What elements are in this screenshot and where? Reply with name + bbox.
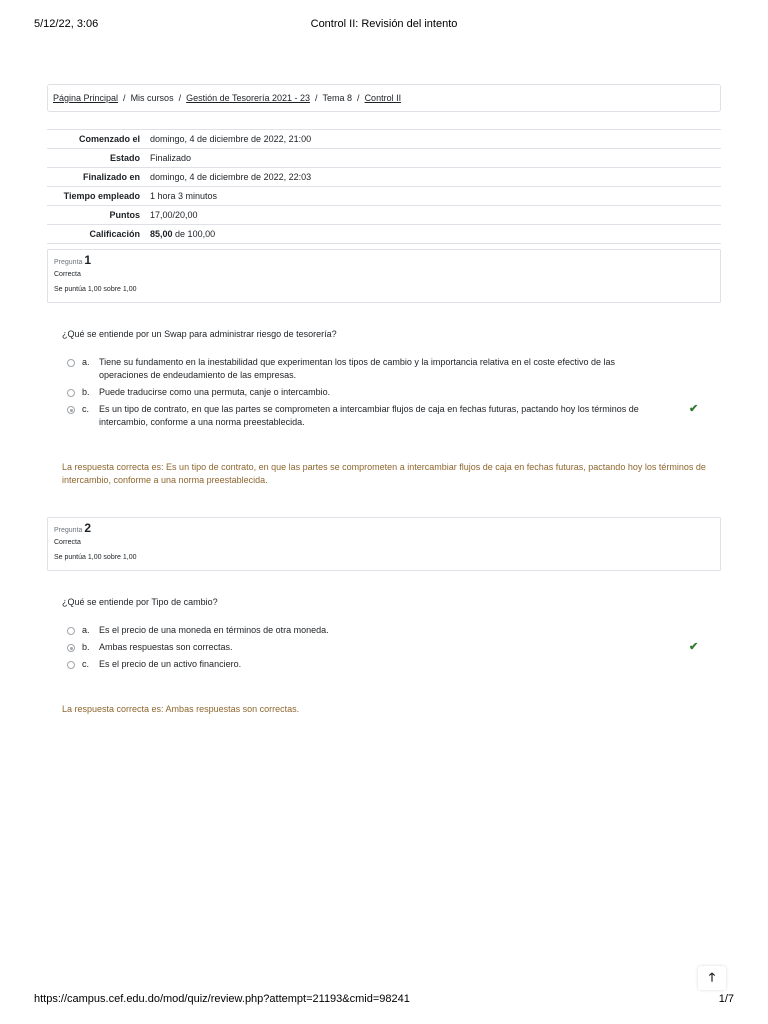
print-title: Control II: Revisión del intento [310, 18, 458, 30]
breadcrumb-separator: / [123, 93, 126, 103]
answer-radio-selected[interactable] [67, 406, 75, 414]
breadcrumb-topic: Tema 8 [322, 93, 353, 103]
question-info-1 [47, 249, 721, 303]
state-value: Finalizado [150, 153, 192, 163]
state-label: Estado [109, 153, 140, 163]
answer-option-selected [67, 641, 717, 654]
answer-radio[interactable] [67, 359, 75, 367]
grade-suffix: de 100,00 [175, 229, 216, 239]
answer-radio-selected[interactable] [67, 644, 75, 652]
answer-option [67, 624, 717, 637]
question-number-line [54, 254, 714, 269]
time-value: 1 hora 3 minutos [150, 191, 218, 201]
summary-row-time [47, 187, 721, 206]
question-number: 2 [84, 521, 92, 535]
breadcrumb-separator: / [357, 93, 360, 103]
question-state: Correcta [54, 539, 81, 546]
answer-text: Es un tipo de contrato, en que las partes se comprometen a intercambiar flujos de caja en fechas futuras, pactando hoy los términos de intercambio, conforme a una norma preestablecida. [99, 404, 639, 427]
breadcrumb [47, 84, 721, 112]
answer-letter: c. [82, 659, 90, 669]
question-number: 1 [84, 253, 92, 267]
question-state: Correcta [54, 271, 81, 278]
question-text-1: ¿Qué se entiende por un Swap para administrar riesgo de tesorería? [62, 329, 337, 339]
breadcrumb-my-courses: Mis cursos [130, 93, 174, 103]
answer-letter: b. [82, 387, 90, 397]
print-date: 5/12/22, 3:06 [34, 18, 99, 30]
answer-letter: b. [82, 642, 90, 652]
correct-answer-feedback-1: La respuesta correcta es: Es un tipo de contrato, en que las partes se comprometen a intercambiar flujos de caja en fechas futuras, pactando hoy los términos de intercambio, conforme a una norma preestablecida. [62, 462, 706, 485]
question-text-2: ¿Qué se entiende por Tipo de cambio? [62, 597, 218, 607]
answer-option [67, 386, 717, 399]
answer-text: Es el precio de una moneda en términos de otra moneda. [99, 625, 329, 635]
time-label: Tiempo empleado [63, 191, 140, 201]
grade-value: 85,00 [150, 229, 173, 239]
answer-text: Es el precio de un activo financiero. [99, 659, 242, 669]
question-grade: Se puntúa 1,00 sobre 1,00 [54, 286, 137, 293]
answer-option [67, 658, 717, 671]
question-info-2 [47, 517, 721, 571]
finished-value: domingo, 4 de diciembre de 2022, 22:03 [150, 172, 312, 182]
answer-list-1 [67, 356, 717, 433]
breadcrumb-course-link[interactable]: Gestión de Tesorería 2021 - 23 [186, 93, 311, 103]
correct-check-icon: ✔ [689, 403, 699, 415]
summary-row-finished [47, 168, 721, 187]
summary-row-points [47, 206, 721, 225]
answer-option [67, 356, 717, 382]
correct-answer-feedback-2: La respuesta correcta es: Ambas respuestas son correctas. [62, 704, 300, 714]
back-to-top-button[interactable] [698, 966, 726, 990]
question-label: Pregunta [54, 527, 83, 534]
answer-radio[interactable] [67, 661, 75, 669]
started-label: Comenzado el [78, 134, 140, 144]
question-label: Pregunta [54, 259, 83, 266]
started-value: domingo, 4 de diciembre de 2022, 21:00 [150, 134, 312, 144]
breadcrumb-home-link[interactable]: Página Principal [53, 93, 119, 103]
summary-row-grade [47, 225, 721, 244]
answer-text: Tiene su fundamento en la inestabilidad que experimentan los tipos de cambio y la importancia relativa en el coste efectivo de las operaciones de endeudamiento de las empresas. [99, 357, 615, 380]
correct-check-icon: ✔ [689, 641, 699, 653]
print-url: https://campus.cef.edu.do/mod/quiz/review.php?attempt=21193&cmid=98241 [34, 993, 410, 1005]
attempt-summary-table [47, 129, 721, 244]
answer-option-selected [67, 403, 717, 429]
answer-text: Ambas respuestas son correctas. [99, 642, 233, 652]
answer-list-2 [67, 624, 717, 675]
grade-cell [145, 225, 721, 244]
answer-letter: a. [82, 625, 90, 635]
arrow-up-icon: 🡑 [708, 969, 716, 984]
answer-radio[interactable] [67, 627, 75, 635]
points-value: 17,00/20,00 [150, 210, 198, 220]
answer-radio[interactable] [67, 389, 75, 397]
summary-row-state [47, 149, 721, 168]
print-header [0, 0, 768, 40]
breadcrumb-quiz-link[interactable]: Control II [364, 93, 402, 103]
answer-text: Puede traducirse como una permuta, canje o intercambio. [99, 387, 331, 397]
finished-label: Finalizado en [82, 172, 140, 182]
grade-label: Calificación [89, 229, 140, 239]
points-label: Puntos [109, 210, 140, 220]
breadcrumb-separator: / [315, 93, 318, 103]
question-number-line [54, 522, 714, 537]
print-page-number: 1/7 [718, 993, 734, 1005]
summary-row-started [47, 130, 721, 149]
answer-letter: c. [82, 404, 90, 414]
breadcrumb-separator: / [178, 93, 182, 103]
answer-letter: a. [82, 357, 90, 367]
question-grade: Se puntúa 1,00 sobre 1,00 [54, 554, 137, 561]
